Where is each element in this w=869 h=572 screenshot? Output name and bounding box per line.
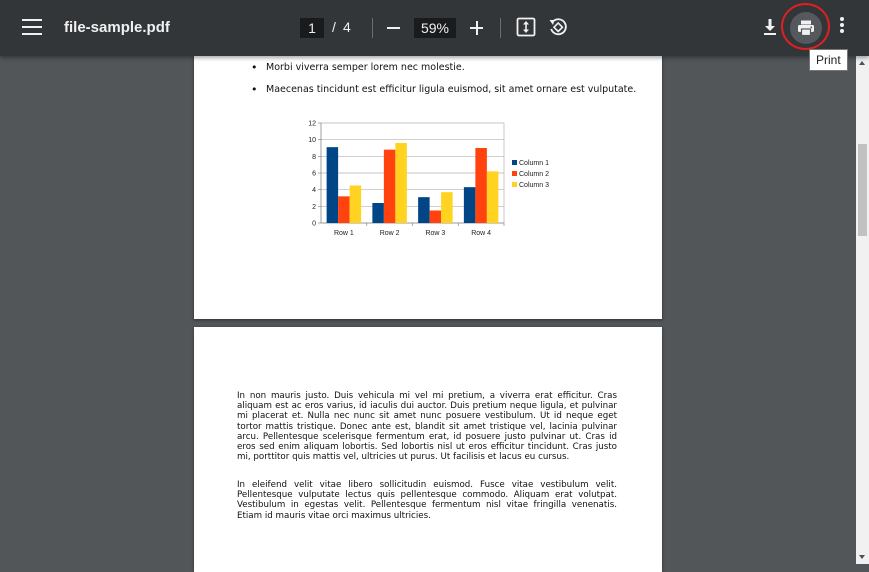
chart-bar xyxy=(418,197,430,223)
total-pages: 4 xyxy=(343,19,351,35)
more-vertical-icon[interactable] xyxy=(836,17,848,39)
page-separator: / xyxy=(332,19,336,35)
y-tick-label: 4 xyxy=(312,187,316,195)
chart-bar xyxy=(464,187,476,223)
legend-label: Column 2 xyxy=(519,171,549,178)
fit-to-page-icon[interactable] xyxy=(515,16,537,38)
x-tick-label: Row 1 xyxy=(333,230,354,237)
toolbar-divider xyxy=(372,18,373,38)
pdf-toolbar xyxy=(0,0,869,56)
legend-label: Column 3 xyxy=(519,182,549,189)
chart-bar xyxy=(327,147,339,223)
printer-icon xyxy=(796,18,816,38)
scroll-down-arrow-icon[interactable] xyxy=(856,550,869,564)
x-tick-label: Row 3 xyxy=(425,230,446,237)
legend-swatch xyxy=(512,160,517,165)
vertical-scrollbar[interactable] xyxy=(856,56,869,564)
chart-bar xyxy=(372,203,384,223)
legend-label: Column 1 xyxy=(519,160,549,167)
bullet-item: • Morbi viverra semper lorem nec molestie. xyxy=(266,62,465,73)
download-icon[interactable] xyxy=(759,16,781,38)
chart-bar xyxy=(384,150,396,223)
scroll-up-arrow-icon[interactable] xyxy=(856,56,869,70)
zoom-out-button[interactable] xyxy=(384,16,404,40)
chart-bar xyxy=(487,171,499,223)
zoom-in-button[interactable] xyxy=(467,16,487,40)
zoom-level[interactable]: 59% xyxy=(414,18,456,38)
body-paragraph: In eleifend velit vitae libero sollicitudin euismod. Fusce vitae vestibulum velit. Pellentesque vulputate lectus quis pellentesque commodo. Aliquam erat volutpat. Vestibulum in egestas velit. Pellentesque fermentum nisl vitae fringilla venenatis. Etiam id mauris vitae orci maximus ultricies. xyxy=(237,480,617,521)
y-tick-label: 0 xyxy=(312,220,316,228)
y-tick-label: 2 xyxy=(312,203,316,211)
chart-bar xyxy=(395,143,407,223)
current-page-input[interactable] xyxy=(300,18,324,38)
scrollbar-thumb[interactable] xyxy=(858,144,867,236)
x-tick-label: Row 2 xyxy=(379,230,400,237)
body-paragraph: In non mauris justo. Duis vehicula mi vel mi pretium, a viverra erat efficitur. Cras aliquam est ac eros varius, id iaculis dui auctor. Duis pretium neque ligula, et pulvinar mi placerat et. Nulla nec nunc sit amet nunc posuere vestibulum. Ut id neque eget tortor mattis tristique. Donec ante est, blandit sit amet tristique vel, lacinia pulvinar arcu. Pellentesque scelerisque fermentum erat, id posuere justo pulvinar ut. Cras id eros sed enim aliquam lobortis. Sed lobortis nisl ut eros efficitur tincidunt. Cras justo mi, porttitor quis mattis vel, ultricies ut purus. Ut facilisis et lacus eu cursus. xyxy=(237,391,617,463)
print-button[interactable] xyxy=(790,12,822,44)
chart-bar xyxy=(441,192,453,223)
document-title: file-sample.pdf xyxy=(64,19,170,36)
y-tick-label: 12 xyxy=(308,120,316,128)
hamburger-menu-icon[interactable] xyxy=(22,19,42,37)
pdf-page-1 xyxy=(194,56,662,319)
y-tick-label: 6 xyxy=(312,170,316,178)
pdf-page-2 xyxy=(194,327,662,572)
bar-chart xyxy=(306,114,566,244)
chart-bar xyxy=(338,196,350,223)
bullet-item: • Maecenas tincidunt est efficitur ligula euismod, sit amet ornare est vulputate. xyxy=(266,84,636,95)
legend-swatch xyxy=(512,182,517,187)
chart-bar xyxy=(350,186,362,224)
chart-bar xyxy=(475,148,487,223)
toolbar-divider xyxy=(500,18,501,38)
legend-swatch xyxy=(512,171,517,176)
print-tooltip: Print xyxy=(809,49,848,71)
chart-bar xyxy=(430,211,442,224)
y-tick-label: 10 xyxy=(308,137,316,145)
x-tick-label: Row 4 xyxy=(471,230,492,237)
y-tick-label: 8 xyxy=(312,153,316,161)
rotate-counterclockwise-icon[interactable] xyxy=(547,16,569,38)
